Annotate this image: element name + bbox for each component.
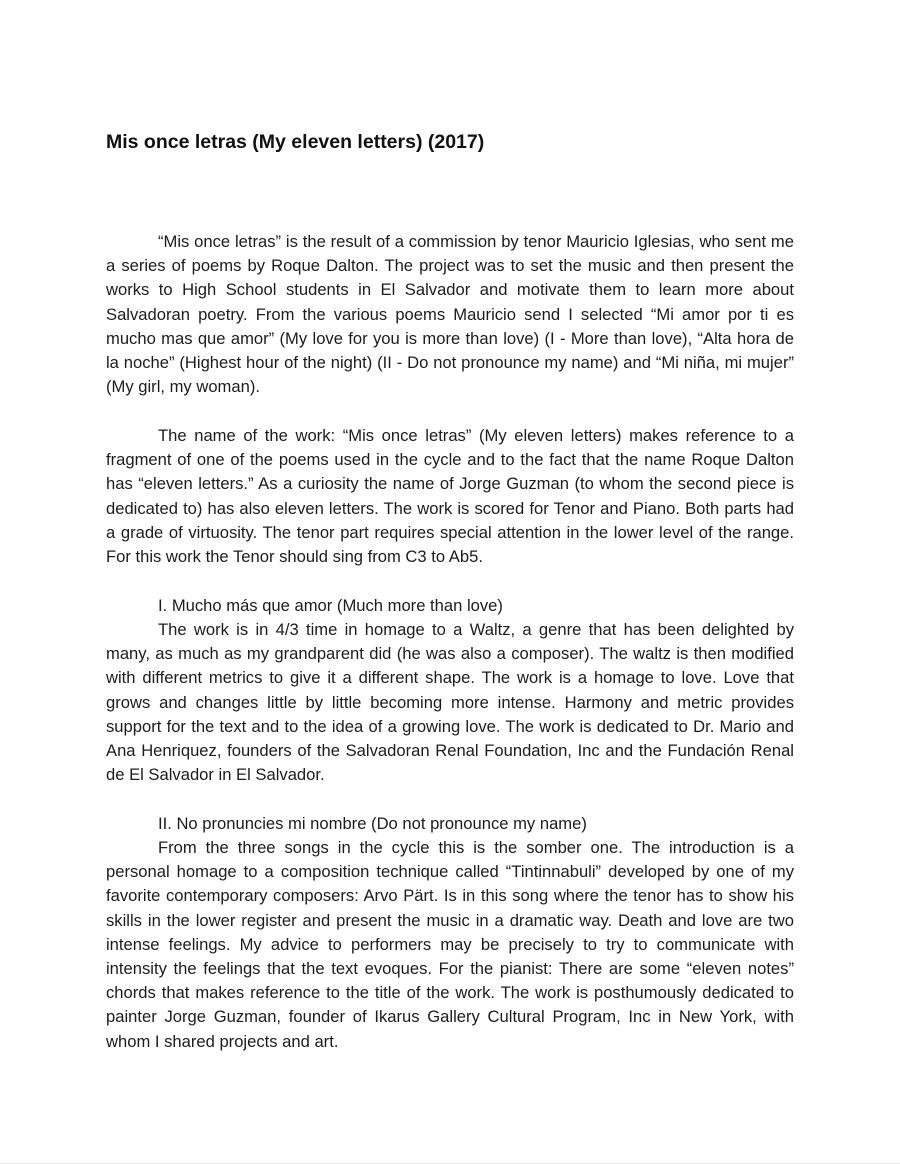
intro-paragraph: “Mis once letras” is the result of a commission by tenor Mauricio Iglesias, who sent me a series of poems by Roque Dalton. The project was to set the music and then present the works to High School students in El Salvador and motivate them to learn more about Salvadoran poetry. From the various poems Mauricio send I selected “Mi amor por ti es mucho mas que amor” (My love for you is more than love) (I - More than love), “Alta hora de la noche” (Highest hour of the night) (II - Do not pronounce my name) and “Mi niña, mi mujer” (My girl, my woman). xyxy=(106,232,794,397)
document-title: Mis once letras (My eleven letters) (2017) xyxy=(106,131,485,153)
work-name-paragraph: The name of the work: “Mis once letras” (My eleven letters) makes reference to a fragment of one of the poems used in the cycle and to the fact that the name Roque Dalton has “eleven letters.” As a curiosity the name of Jorge Guzman (to whom the second piece is dedicated to) has also eleven letters. The work is scored for Tenor and Piano. Both parts had a grade of virtuosity. The tenor part requires special attention in the lower level of the range. For this work the Tenor should sing from C3 to Ab5. xyxy=(106,426,794,567)
section-heading-mucho-mas-que-amor: I. Mucho más que amor (Much more than love) xyxy=(158,596,503,615)
section-body-no-pronuncies-mi-nombre: From the three songs in the cycle this is the somber one. The introduction is a personal homage to a composition technique called “Tintinnabuli” developed by one of my favorite contemporary composers: Arvo Pärt. Is in this song where the tenor has to show his skills in the lower register and present the music in a dramatic way. Death and love are two intense feelings. My advice to performers may be precisely to try to communicate with intensity the feelings that the text evoques. For the pianist: There are some “eleven notes” chords that makes reference to the title of the work. The work is posthumously dedicated to painter Jorge Guzman, founder of Ikarus Gallery Cultural Program, Inc in New York, with whom I shared projects and art. xyxy=(106,838,794,1051)
section-heading-no-pronuncies-mi-nombre: II. No pronuncies mi nombre (Do not pronounce my name) xyxy=(158,814,587,833)
section-body-mucho-mas-que-amor: The work is in 4/3 time in homage to a Waltz, a genre that has been delighted by many, as much as my grandparent did (he was also a composer). The waltz is then modified with different metrics to give it a different shape. The work is a homage to love. Love that grows and changes little by little becoming more intense. Harmony and metric provides support for the text and to the idea of a growing love. The work is dedicated to Dr. Mario and Ana Henriquez, founders of the Salvadoran Renal Foundation, Inc and the Fundación Renal de El Salvador in El Salvador. xyxy=(106,620,794,785)
